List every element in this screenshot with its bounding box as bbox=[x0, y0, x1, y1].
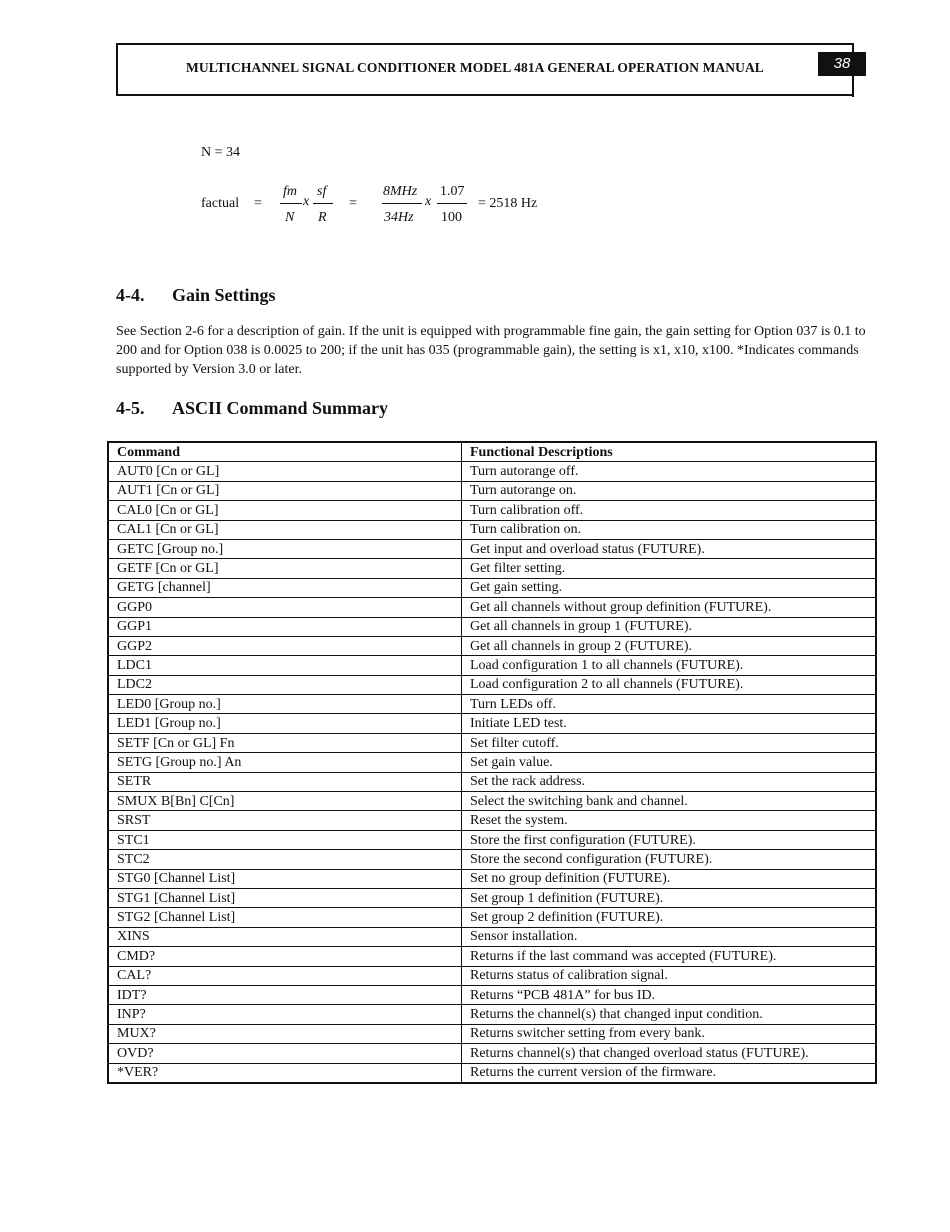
table-row bbox=[108, 714, 876, 733]
table-row bbox=[108, 733, 876, 752]
description-cell: Returns channel(s) that changed overload status (FUTURE). bbox=[462, 1044, 877, 1063]
description-cell: Reset the system. bbox=[462, 811, 877, 830]
command-cell: LDC1 bbox=[108, 656, 462, 675]
formula-n: N bbox=[285, 210, 295, 225]
section-heading-ascii bbox=[116, 398, 388, 419]
table-row bbox=[108, 753, 876, 772]
section-title: Gain Settings bbox=[172, 285, 276, 305]
description-cell: Sensor installation. bbox=[462, 927, 877, 946]
command-cell: GGP0 bbox=[108, 598, 462, 617]
description-cell: Set gain value. bbox=[462, 753, 877, 772]
equals-sign: = bbox=[349, 196, 357, 211]
table-row bbox=[108, 520, 876, 539]
section-number: 4-5. bbox=[116, 398, 145, 418]
table-row bbox=[108, 501, 876, 520]
table-row bbox=[108, 1005, 876, 1024]
description-cell: Turn calibration off. bbox=[462, 501, 877, 520]
table-row bbox=[108, 656, 876, 675]
table-row bbox=[108, 966, 876, 985]
gain-paragraph: See Section 2-6 for a description of gain. If the unit is equipped with programmable fine gain, the gain setting for Option 037 is 0.1 to 200 and for Option 038 is 0.0025 to 200; if the unit has 035 (programmable gain), the setting is x1, x10, x100. *Indicates commands supported by Version 3.0 or later. bbox=[116, 324, 866, 377]
command-cell: GETC [Group no.] bbox=[108, 539, 462, 558]
formula-times: x bbox=[303, 194, 310, 209]
command-cell: *VER? bbox=[108, 1063, 462, 1083]
table-row bbox=[108, 947, 876, 966]
command-cell: CAL1 [Cn or GL] bbox=[108, 520, 462, 539]
table-row bbox=[108, 1044, 876, 1063]
formula-100: 100 bbox=[441, 210, 462, 225]
command-cell: STG1 [Channel List] bbox=[108, 888, 462, 907]
table-row bbox=[108, 636, 876, 655]
command-cell: LDC2 bbox=[108, 675, 462, 694]
description-cell: Load configuration 2 to all channels (FUTURE). bbox=[462, 675, 877, 694]
table-row bbox=[108, 598, 876, 617]
command-cell: GETF [Cn or GL] bbox=[108, 559, 462, 578]
formula-result: = 2518 Hz bbox=[478, 196, 538, 211]
command-cell: OVD? bbox=[108, 1044, 462, 1063]
command-cell: SETF [Cn or GL] Fn bbox=[108, 733, 462, 752]
table-row bbox=[108, 850, 876, 869]
command-cell: GETG [channel] bbox=[108, 578, 462, 597]
description-cell: Get all channels in group 2 (FUTURE). bbox=[462, 636, 877, 655]
table-row bbox=[108, 578, 876, 597]
formula-fm: fm bbox=[283, 184, 297, 199]
description-cell: Returns if the last command was accepted (FUTURE). bbox=[462, 947, 877, 966]
description-cell: Get filter setting. bbox=[462, 559, 877, 578]
formula-8mhz: 8MHz bbox=[383, 184, 418, 199]
table-row bbox=[108, 1063, 876, 1083]
command-cell: SMUX B[Bn] C[Cn] bbox=[108, 792, 462, 811]
command-cell: SETG [Group no.] An bbox=[108, 753, 462, 772]
command-cell: AUT0 [Cn or GL] bbox=[108, 462, 462, 481]
fraction-bar bbox=[313, 203, 333, 204]
command-cell: IDT? bbox=[108, 985, 462, 1004]
command-cell: STG0 [Channel List] bbox=[108, 869, 462, 888]
table-row bbox=[108, 985, 876, 1004]
description-cell: Store the first configuration (FUTURE). bbox=[462, 830, 877, 849]
command-cell: SRST bbox=[108, 811, 462, 830]
table-row bbox=[108, 927, 876, 946]
description-cell: Set group 2 definition (FUTURE). bbox=[462, 908, 877, 927]
command-cell: SETR bbox=[108, 772, 462, 791]
description-cell: Returns status of calibration signal. bbox=[462, 966, 877, 985]
table-row bbox=[108, 481, 876, 500]
description-cell: Set group 1 definition (FUTURE). bbox=[462, 888, 877, 907]
command-cell: STC1 bbox=[108, 830, 462, 849]
command-cell: STC2 bbox=[108, 850, 462, 869]
description-cell: Get all channels without group definition (FUTURE). bbox=[462, 598, 877, 617]
table-row bbox=[108, 908, 876, 927]
description-cell: Load configuration 1 to all channels (FUTURE). bbox=[462, 656, 877, 675]
n-value-line: N = 34 bbox=[201, 145, 241, 160]
description-cell: Returns switcher setting from every bank. bbox=[462, 1024, 877, 1043]
description-cell: Set filter cutoff. bbox=[462, 733, 877, 752]
table-row bbox=[108, 830, 876, 849]
description-cell: Returns “PCB 481A” for bus ID. bbox=[462, 985, 877, 1004]
table-row bbox=[108, 695, 876, 714]
command-cell: CAL0 [Cn or GL] bbox=[108, 501, 462, 520]
description-cell: Returns the channel(s) that changed input condition. bbox=[462, 1005, 877, 1024]
command-cell: GGP1 bbox=[108, 617, 462, 636]
formula-times: x bbox=[425, 194, 432, 209]
table-row bbox=[108, 772, 876, 791]
command-cell: LED1 [Group no.] bbox=[108, 714, 462, 733]
command-cell: LED0 [Group no.] bbox=[108, 695, 462, 714]
description-cell: Set the rack address. bbox=[462, 772, 877, 791]
table-row bbox=[108, 869, 876, 888]
command-cell: STG2 [Channel List] bbox=[108, 908, 462, 927]
table-row bbox=[108, 617, 876, 636]
command-table bbox=[107, 441, 877, 1084]
description-cell: Turn calibration on. bbox=[462, 520, 877, 539]
manual-title: MULTICHANNEL SIGNAL CONDITIONER MODEL 481A GENERAL OPERATION MANUAL bbox=[186, 60, 764, 75]
table-row bbox=[108, 1024, 876, 1043]
command-cell: CAL? bbox=[108, 966, 462, 985]
description-cell: Get all channels in group 1 (FUTURE). bbox=[462, 617, 877, 636]
description-cell: Get gain setting. bbox=[462, 578, 877, 597]
description-cell: Turn LEDs off. bbox=[462, 695, 877, 714]
table-row bbox=[108, 675, 876, 694]
description-cell: Set no group definition (FUTURE). bbox=[462, 869, 877, 888]
description-cell: Store the second configuration (FUTURE). bbox=[462, 850, 877, 869]
table-row bbox=[108, 539, 876, 558]
command-cell: MUX? bbox=[108, 1024, 462, 1043]
table-header-row bbox=[108, 442, 876, 462]
table-row bbox=[108, 462, 876, 481]
fraction-bar bbox=[280, 203, 302, 204]
fraction-bar bbox=[437, 203, 467, 204]
table-row bbox=[108, 811, 876, 830]
description-cell: Turn autorange on. bbox=[462, 481, 877, 500]
column-header-description: Functional Descriptions bbox=[462, 442, 877, 462]
description-cell: Returns the current version of the firmware. bbox=[462, 1063, 877, 1083]
description-cell: Select the switching bank and channel. bbox=[462, 792, 877, 811]
formula-1-07: 1.07 bbox=[440, 184, 465, 199]
command-cell: GGP2 bbox=[108, 636, 462, 655]
command-cell: AUT1 [Cn or GL] bbox=[108, 481, 462, 500]
formula-sf: sf bbox=[317, 184, 327, 199]
formula-r: R bbox=[318, 210, 327, 225]
page-number: 38 bbox=[818, 52, 866, 76]
table-row bbox=[108, 559, 876, 578]
command-cell: INP? bbox=[108, 1005, 462, 1024]
equals-sign: = bbox=[254, 196, 262, 211]
formula-34hz: 34Hz bbox=[384, 210, 414, 225]
formula-label: factual bbox=[201, 196, 240, 211]
table-row bbox=[108, 792, 876, 811]
description-cell: Turn autorange off. bbox=[462, 462, 877, 481]
fraction-bar bbox=[382, 203, 422, 204]
section-title: ASCII Command Summary bbox=[172, 398, 389, 418]
description-cell: Initiate LED test. bbox=[462, 714, 877, 733]
description-cell: Get input and overload status (FUTURE). bbox=[462, 539, 877, 558]
table-body bbox=[108, 462, 876, 1083]
column-header-command: Command bbox=[108, 442, 462, 462]
command-cell: CMD? bbox=[108, 947, 462, 966]
section-number: 4-4. bbox=[116, 285, 145, 305]
table-row bbox=[108, 888, 876, 907]
command-cell: XINS bbox=[108, 927, 462, 946]
section-heading-gain bbox=[116, 285, 276, 306]
